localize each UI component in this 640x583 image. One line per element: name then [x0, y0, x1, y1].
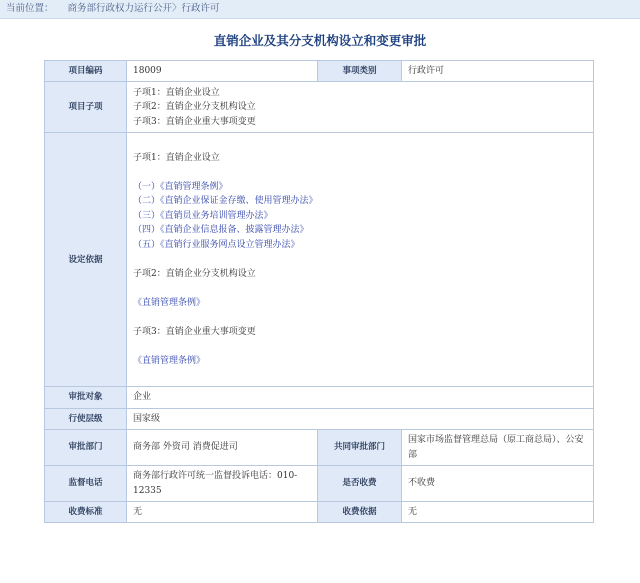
basis-link-row: [133, 223, 587, 238]
basis-link[interactable]: 《直销管理条例》: [133, 355, 206, 366]
basis-link-row: [133, 180, 587, 195]
breadcrumb-prefix: 当前位置：: [6, 3, 54, 14]
fee-standard-value: 无: [127, 502, 318, 523]
basis-section-heading: 子项2：直销企业分支机构设立: [133, 268, 256, 279]
breadcrumb-item-admin-license[interactable]: 行政许可: [181, 3, 220, 14]
exercise-level-label: 行使层级: [45, 408, 127, 429]
table-row: [45, 82, 594, 133]
basis-link[interactable]: 《直销管理条例》: [160, 181, 228, 192]
exercise-level-value: 国家级: [127, 408, 594, 429]
basis-value: [127, 133, 594, 387]
basis-link[interactable]: 《直销企业保证金存缴、使用管理办法》: [160, 196, 318, 207]
table-row: [45, 430, 594, 466]
table-row: [45, 61, 594, 82]
approval-dept-label: 审批部门: [45, 430, 127, 466]
approval-target-value: 企业: [127, 387, 594, 408]
basis-link-row: [133, 238, 587, 253]
basis-link-num: （四）: [133, 225, 161, 236]
sub-item: 子项2：直销企业分支机构设立: [133, 102, 256, 113]
project-code-value: 18009: [127, 61, 318, 82]
basis-section-heading: 子项3：直销企业重大事项变更: [133, 326, 256, 337]
basis-link-num: （二）: [133, 196, 161, 207]
charged-label: 是否收费: [318, 466, 402, 502]
basis-link[interactable]: 《直销管理条例》: [133, 297, 206, 308]
sub-item: 子项3：直销企业重大事项变更: [133, 116, 256, 127]
sub-items-label: 项目子项: [45, 82, 127, 133]
basis-link[interactable]: 《直销员业务培训管理办法》: [160, 210, 273, 221]
page-title: 直销企业及其分支机构设立和变更审批: [213, 33, 427, 48]
basis-link[interactable]: 《直销行业服务网点设立管理办法》: [160, 239, 300, 250]
basis-link-row: [133, 354, 587, 369]
basis-link-num: （一）: [133, 181, 161, 192]
table-row: [45, 466, 594, 502]
table-row: [45, 133, 594, 387]
breadcrumb-item-power-disclosure[interactable]: 商务部行政权力运行公开: [67, 3, 173, 14]
breadcrumb: [0, 0, 640, 19]
fee-standard-label: 收费标准: [45, 502, 127, 523]
item-category-value: 行政许可: [402, 61, 594, 82]
charged-value: 不收费: [402, 466, 594, 502]
basis-label: 设定依据: [45, 133, 127, 387]
supervision-phone-value: 商务部行政许可统一监督投诉电话：010-12335: [127, 466, 318, 502]
fee-basis-value: 无: [402, 502, 594, 523]
basis-link-row: [133, 194, 587, 209]
approval-target-label: 审批对象: [45, 387, 127, 408]
basis-link-row: [133, 296, 587, 311]
basis-link-row: [133, 209, 587, 224]
joint-approval-dept-value: 国家市场监督管理总局（原工商总局）、公安部: [402, 430, 594, 466]
basis-link[interactable]: 《直销企业信息报备、披露管理办法》: [160, 225, 309, 236]
table-row: [45, 502, 594, 523]
basis-link-num: （五）: [133, 239, 161, 250]
project-code-label: 项目编码: [45, 61, 127, 82]
supervision-phone-label: 监督电话: [45, 466, 127, 502]
basis-section-heading: 子项1：直销企业设立: [133, 152, 220, 163]
item-category-label: 事项类别: [318, 61, 402, 82]
breadcrumb-separator: 〉: [172, 3, 182, 14]
approval-dept-value: 商务部 外资司 消费促进司: [127, 430, 318, 466]
basis-link-num: （三）: [133, 210, 161, 221]
sub-item: 子项1：直销企业设立: [133, 87, 220, 98]
table-row: [45, 408, 594, 429]
sub-items-value: [127, 82, 594, 133]
joint-approval-dept-label: 共同审批部门: [318, 430, 402, 466]
table-row: [45, 387, 594, 408]
info-table: [44, 60, 594, 523]
fee-basis-label: 收费依据: [318, 502, 402, 523]
